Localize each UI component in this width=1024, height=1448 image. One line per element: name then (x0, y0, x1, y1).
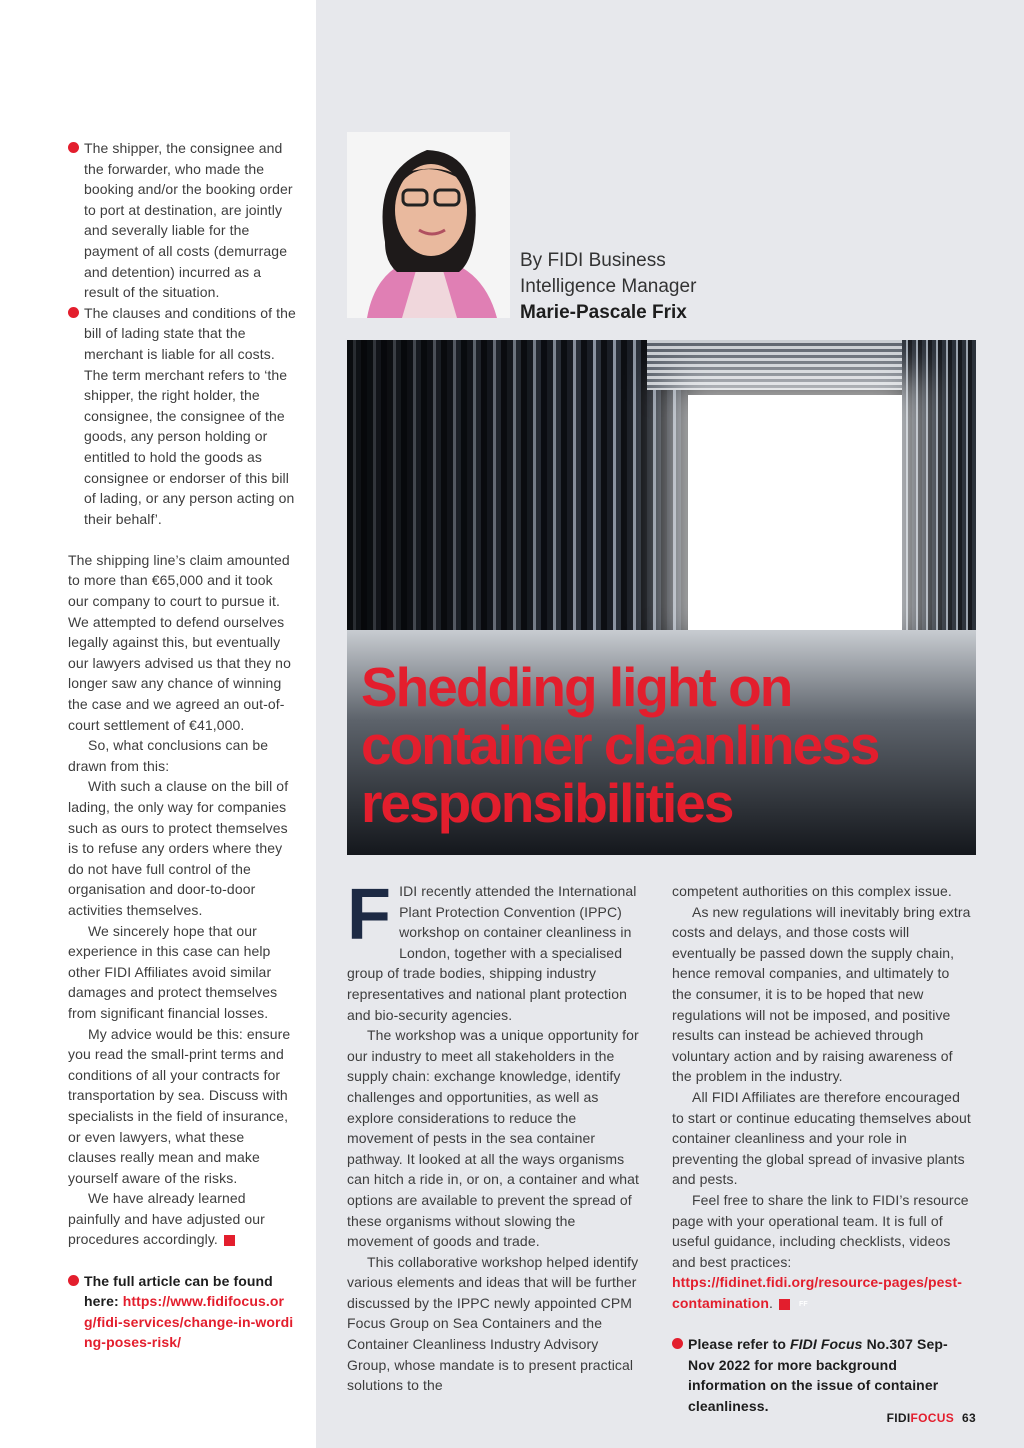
page-footer (887, 1411, 976, 1425)
full-article-note (68, 1271, 296, 1353)
title-line: container cleanliness (361, 714, 879, 776)
note-text: No.307 Sep-Nov 2022 for more background information on the issue of container cleanliness. (688, 1336, 948, 1414)
paragraph-text: IDI recently attended the International Plant Protection Convention (IPPC) workshop on container cleanliness in London, together with a specialised group of trade bodies, shipping industry representatives and national plant protection and bio-security agencies. (347, 883, 637, 1023)
paragraph: As new regulations will inevitably bring extra costs and delays, and those costs will eventually be passed down the supply chain, hence removal companies, and ultimately to the consumer, it is to be hoped that new regulations will not be imposed, and positive results can instead be achieved through voluntary action and by raising awareness of the problem in the industry. (672, 903, 971, 1085)
byline-line: Intelligence Manager (520, 276, 697, 297)
brand-fidi: FIDI (886, 1411, 911, 1425)
note-text: Please refer to (688, 1336, 786, 1353)
byline (520, 248, 696, 326)
author-name: Marie-Pascale Frix (520, 302, 687, 323)
brand-focus: FOCUS (910, 1411, 955, 1425)
article-column-2 (672, 881, 972, 1416)
paragraph (347, 875, 642, 1025)
article-title (361, 658, 878, 832)
paragraph: competent authorities on this complex issue. (672, 883, 952, 899)
publication-name: FIDI Focus (790, 1336, 863, 1353)
paragraph-text: Feel free to share the link to FIDI’s resource page with your operational team. It is full of useful guidance, including checklists, videos and best practices: (672, 1191, 969, 1270)
byline-line: By FIDI Business (520, 250, 666, 271)
note-lead: The full article can be found here: (84, 1272, 273, 1310)
paragraph (672, 1190, 972, 1314)
hero-image-container-interior (347, 340, 976, 855)
background-note (672, 1334, 972, 1416)
paragraph: The shipping line’s claim amounted to more than €65,000 and it took our company to court to pursue it. We attempted to defend ourselves legally against this, but eventually our lawyers advised us that they no longer saw any chance of winning the case and we agreed an out-of-court settlement of €41,000. (68, 551, 291, 733)
paragraph: So, what conclusions can be drawn from this: (68, 737, 269, 774)
paragraph: We sincerely hope that our experience in this case can help other FIDI Affiliates avoid similar damages and protect themselves from significant financial losses. (68, 922, 278, 1021)
paragraph: The workshop was a unique opportunity for our industry to meet all stakeholders in the supply chain: exchange knowledge, identify challenges and opportunities, as well as explore considerations to reduce the movement of pests in the sea container pathway. It looked at all the ways organisms can hitch a ride in, or on, a container and what options are available to prevent the spread of these organisms without slowing the movement of goods and trade. (347, 1027, 639, 1250)
paragraph: All FIDI Affiliates are therefore encouraged to start or continue educating themselves about container cleanliness and your role in preventing the global spread of invasive plants and pests. (672, 1088, 971, 1188)
page-number: 63 (962, 1411, 976, 1425)
paragraph: This collaborative workshop helped identify various elements and ideas that will be further discussed by the IPPC newly appointed CPM Focus Group on Sea Containers and the Container Cleanliness Industry Advisory Group, whose mandate is to present practical solutions to the (347, 1253, 639, 1394)
article-column-1 (347, 875, 642, 1396)
end-mark-icon: FF (779, 1299, 790, 1310)
author-portrait (347, 132, 510, 318)
drop-cap: F (347, 875, 392, 955)
full-article-link[interactable]: https://www.fidifocus.org/fidi-services/change-in-wording-poses-risk/ (84, 1293, 294, 1351)
paragraph-text: We have already learned painfully and have adjusted our procedures accordingly. (68, 1190, 265, 1248)
resource-link[interactable]: https://fidinet.fidi.org/resource-pages/pest-contamination (672, 1274, 962, 1311)
title-line: Shedding light on (361, 656, 792, 718)
container-ceiling (647, 340, 907, 390)
bullet-item: The shipper, the consignee and the forwarder, who made the booking and/or the booking order to port at destination, are jointly and severally liable for the payment of all costs (demurrage and detention) incurred as a result of the situation. (68, 138, 296, 303)
bullet-item: The clauses and conditions of the bill of lading state that the merchant is liable for all costs. The term merchant refers to ‘the shipper, the right holder, the consignee, the consignee of the goods, any person holding or entitled to hold the goods as consignee or endorser of this bill of lading, or any person acting on their behalf’. (68, 303, 296, 530)
paragraph: My advice would be this: ensure you read the small-print terms and conditions of all your contracts for transportation by sea. Discuss with specialists in the field of insurance, or even lawyers, what these clauses really mean and make yourself aware of the risks. (68, 1025, 291, 1186)
end-mark-icon: FF (224, 1235, 235, 1246)
container-opening-light (688, 395, 902, 630)
paragraph: With such a clause on the bill of lading, the only way for companies such as ours to protect themselves is to refuse any orders where they do not have full control of the organisation and door-to-door activities themselves. (68, 778, 289, 918)
period: . (768, 1294, 773, 1311)
paragraph (68, 1188, 296, 1250)
left-column (68, 138, 296, 1353)
title-line: responsibilities (361, 772, 733, 834)
